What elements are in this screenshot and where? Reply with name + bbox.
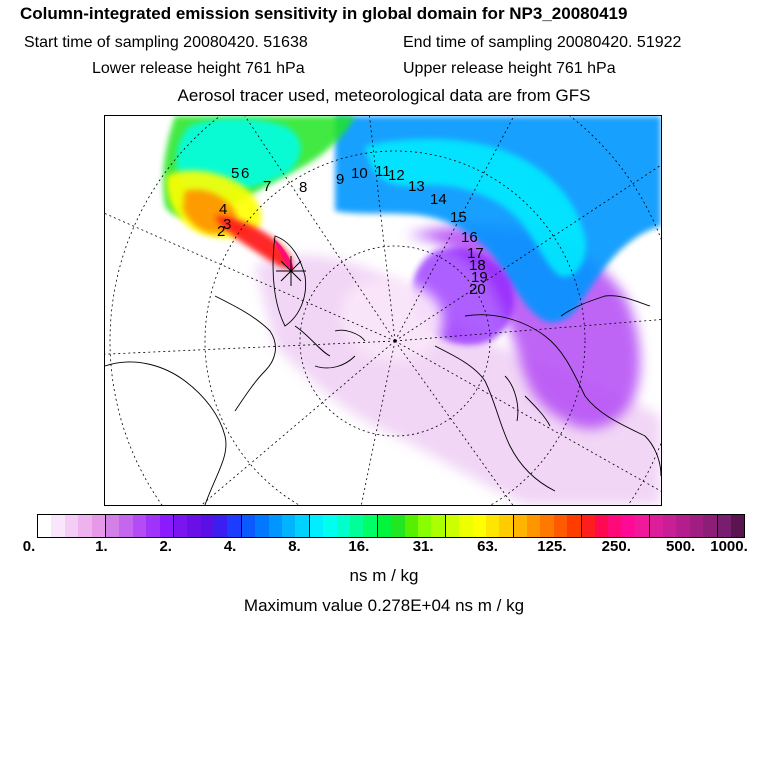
trajectory-label: 10 [351, 165, 368, 182]
colorbar-segment [731, 515, 744, 537]
colorbar-segment [119, 515, 132, 537]
colorbar-segment [608, 515, 621, 537]
colorbar-tick-label: 4. [223, 538, 237, 555]
colorbar-segment [527, 515, 540, 537]
trajectory-label: 9 [336, 171, 345, 188]
colorbar-segment [391, 515, 404, 537]
upper-release-height: Upper release height 761 hPa [403, 60, 616, 77]
trajectory-label: 17 [467, 245, 484, 262]
colorbar-tick-label: 16. [348, 538, 370, 555]
colorbar-segment [676, 515, 689, 537]
end-time: End time of sampling 20080420. 51922 [403, 34, 682, 51]
colorbar-segment [323, 515, 336, 537]
trajectory-label: 12 [388, 167, 405, 184]
trajectory-label: 19 [471, 269, 488, 286]
trajectory-label: 20 [469, 281, 486, 298]
colorbar-segment [133, 515, 146, 537]
trajectory-label: 13 [408, 178, 425, 195]
tracer-note: Aerosol tracer used, meteorological data are from GFS [177, 86, 591, 105]
colorbar-tick-label: 0. [22, 538, 36, 555]
colorbar-tick-label: 250. [601, 538, 631, 555]
colorbar-segment [255, 515, 268, 537]
colorbar-segment [514, 515, 527, 537]
lower-release-height: Lower release height 761 hPa [92, 60, 305, 77]
colorbar-segment [431, 515, 445, 537]
emission-sensitivity-map [104, 115, 662, 506]
colorbar-segment [540, 515, 553, 537]
trajectory-label: 8 [299, 179, 308, 196]
colorbar-segment [473, 515, 486, 537]
colorbar-segment [295, 515, 309, 537]
colorbar-segment [499, 515, 513, 537]
colorbar-tick-label: 31. [412, 538, 434, 555]
trajectory-label: 11 [375, 163, 391, 180]
colorbar-segment [242, 515, 255, 537]
start-time: Start time of sampling 20080420. 51638 [24, 34, 308, 51]
trajectory-label: 5 [231, 165, 240, 182]
colorbar-segment [269, 515, 282, 537]
colorbar-segment [174, 515, 187, 537]
colorbar-segment [405, 515, 418, 537]
colorbar-segment [378, 515, 391, 537]
coastline-canada-arctic [215, 296, 275, 411]
colorbar-segment [51, 515, 64, 537]
colorbar-segment [635, 515, 649, 537]
colorbar-segment [65, 515, 78, 537]
maximum-value: Maximum value 0.278E+04 ns m / kg [243, 596, 525, 615]
colorbar-segment [703, 515, 717, 537]
trajectory-label: 18 [469, 257, 486, 274]
colorbar-segment [486, 515, 499, 537]
colorbar-segment [187, 515, 200, 537]
colorbar-tick-label: 2. [159, 538, 172, 555]
colorbar-tick-label: 1000. [710, 538, 748, 555]
map-canvas [105, 116, 661, 505]
colorbar-segment [567, 515, 581, 537]
colorbar-segment [146, 515, 159, 537]
colorbar-tick-label: 1. [95, 538, 108, 555]
colorbar [37, 514, 745, 538]
trajectory-label: 16 [461, 229, 478, 246]
release-height-row [0, 60, 768, 82]
colorbar-segment [718, 515, 731, 537]
trajectory-label: 15 [450, 209, 467, 226]
colorbar-segment [622, 515, 635, 537]
colorbar-segment [363, 515, 377, 537]
colorbar-tick-label: 63. [477, 538, 498, 555]
trajectory-label: 7 [263, 178, 272, 195]
sampling-time-row [0, 34, 768, 56]
figure-title: Column-integrated emission sensitivity in global domain for NP3_20080419 [20, 4, 628, 23]
colorbar-segment [227, 515, 241, 537]
colorbar-tick-label: 500. [666, 538, 696, 555]
colorbar-segment [459, 515, 472, 537]
colorbar-segment [582, 515, 595, 537]
colorbar-segment [650, 515, 663, 537]
trajectory-label: 3 [223, 216, 232, 233]
colorbar-segment [38, 515, 51, 537]
colorbar-segment [106, 515, 119, 537]
colorbar-segment [337, 515, 350, 537]
colorbar-segment [595, 515, 608, 537]
trajectory-label: 14 [430, 191, 447, 208]
colorbar-segment [418, 515, 431, 537]
coastline-north-america [105, 362, 226, 505]
colorbar-segment [282, 515, 295, 537]
colorbar-segment [92, 515, 106, 537]
colorbar-segment [201, 515, 214, 537]
colorbar-segment [214, 515, 227, 537]
colorbar-segment [663, 515, 676, 537]
trajectory-label: 6 [241, 165, 250, 182]
colorbar-ticks [0, 538, 768, 560]
colorbar-segment [350, 515, 363, 537]
colorbar-segment [446, 515, 459, 537]
colorbar-tick-label: 125. [537, 538, 567, 555]
colorbar-segment [554, 515, 567, 537]
trajectory-label: 2 [217, 223, 226, 240]
colorbar-segment [78, 515, 91, 537]
colorbar-units: ns m / kg [349, 566, 419, 585]
trajectory-label: 4 [219, 201, 228, 218]
colorbar-segment [690, 515, 703, 537]
colorbar-segment [160, 515, 174, 537]
colorbar-segment [310, 515, 323, 537]
colorbar-tick-label: 8. [288, 538, 301, 555]
